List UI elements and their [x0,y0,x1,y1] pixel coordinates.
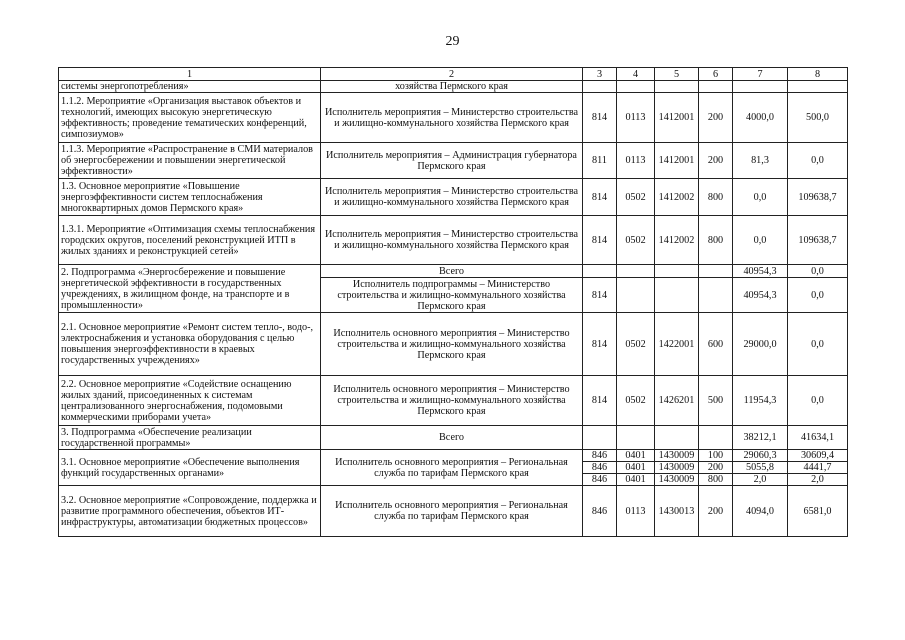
cell-grbs: 846 [583,450,617,462]
table-row [59,216,848,265]
cell-target: 1430009 [655,462,699,474]
cell-expense-type: 200 [699,462,733,474]
cell-grbs: 846 [583,486,617,537]
cell-amount-2: 4441,7 [788,462,848,474]
cell-target: 1430009 [655,450,699,462]
cell-amount-2: 0,0 [788,376,848,426]
cell-amount-1: 29060,3 [733,450,788,462]
cell [699,265,733,278]
cell-amount-2: 0,0 [788,313,848,376]
cell [655,278,699,313]
header-cell: 7 [733,68,788,81]
cell [699,426,733,450]
cell-amount-2: 0,0 [788,278,848,313]
cell-target: 1412001 [655,143,699,179]
cell-expense-type: 800 [699,474,733,486]
cell-target: 1430013 [655,486,699,537]
cell [617,278,655,313]
cell-amount-2: 6581,0 [788,486,848,537]
header-cell: 4 [617,68,655,81]
cell-grbs: 814 [583,93,617,143]
cell-section: 0113 [617,486,655,537]
header-cell: 8 [788,68,848,81]
cell-section: 0401 [617,462,655,474]
cell-amount-1: 40954,3 [733,265,788,278]
cell-amount-2: 109638,7 [788,216,848,265]
cell-amount-1: 81,3 [733,143,788,179]
cell-amount-1: 4000,0 [733,93,788,143]
cell-grbs: 814 [583,278,617,313]
executor: Исполнитель основного мероприятия – Региональная служба по тарифам Пермского края [321,486,583,537]
header-cell: 2 [321,68,583,81]
cell-grbs: 846 [583,474,617,486]
cell [655,81,699,93]
table-row [59,265,848,278]
cell-grbs: 814 [583,179,617,216]
cell [583,265,617,278]
cell-target: 1412002 [655,216,699,265]
subprogram-name: 2. Подпрограмма «Энергосбережение и повышение энергетической эффективности в государственных учреждениях, в жилищном фонде, на транспорте и в промышленности» [59,265,321,313]
cell-amount-1: 29000,0 [733,313,788,376]
activity-name: 3.2. Основное мероприятие «Сопровождение, поддержка и развитие программного обеспечения, объектов ИТ-инфраструктуры, автоматизации бюджетных процессов» [59,486,321,537]
activity-name: 1.3.1. Мероприятие «Оптимизация схемы теплоснабжения городских округов, поселений реконструкцией ИТП в жилых зданиях и реконструкцией сетей» [59,216,321,265]
cell-amount-1: 0,0 [733,179,788,216]
cell-grbs: 811 [583,143,617,179]
activity-name: 2.2. Основное мероприятие «Содействие оснащению жилых зданий, присоединенных к системам централизованного энергоснабжения, подомовыми коммерческими приборами учета» [59,376,321,426]
cell-amount-2: 500,0 [788,93,848,143]
executor: Исполнитель мероприятия – Министерство строительства и жилищно-коммунального хозяйства Пермского края [321,216,583,265]
executor: хозяйства Пермского края [321,81,583,93]
cell-amount-1: 4094,0 [733,486,788,537]
cell-section: 0113 [617,93,655,143]
activity-name: 1.1.3. Мероприятие «Распространение в СМИ материалов об энергосбережении и повышении энергетической эффективности» [59,143,321,179]
cell [617,265,655,278]
cell-amount-2: 2,0 [788,474,848,486]
cell-amount-1: 2,0 [733,474,788,486]
cell-section: 0502 [617,376,655,426]
activity-name: 1.1.2. Мероприятие «Организация выставок объектов и технологий, имеющих высокую энергетическую эффективность; проведение тематических конференций, симпозиумов» [59,93,321,143]
activity-name: 2.1. Основное мероприятие «Ремонт систем тепло-, водо-, электроснабжения и установка оборудования с целью повышения энергоэффективности в краевых государственных учреждениях» [59,313,321,376]
cell-expense-type: 800 [699,216,733,265]
cell-amount-1: 38212,1 [733,426,788,450]
cell-expense-type: 200 [699,143,733,179]
header-cell: 6 [699,68,733,81]
cell-section: 0113 [617,143,655,179]
page-number: 29 [445,34,460,49]
cell-target: 1412002 [655,179,699,216]
executor: Исполнитель основного мероприятия – Региональная служба по тарифам Пермского края [321,450,583,486]
cell [733,81,788,93]
cell-amount-1: 5055,8 [733,462,788,474]
cell [788,81,848,93]
header-cell: 5 [655,68,699,81]
executor: Исполнитель мероприятия – Администрация губернатора Пермского края [321,143,583,179]
cell-target: 1412001 [655,93,699,143]
cell [583,81,617,93]
executor: Исполнитель мероприятия – Министерство строительства и жилищно-коммунального хозяйства Пермского края [321,179,583,216]
table-row [59,486,848,537]
cell-amount-2: 109638,7 [788,179,848,216]
cell [617,81,655,93]
cell-section: 0401 [617,450,655,462]
table-row [59,93,848,143]
header-row [59,68,848,81]
table-row [59,313,848,376]
executor: Исполнитель основного мероприятия – Министерство строительства и жилищно-коммунального хозяйства Пермского края [321,376,583,426]
activity-name: 1.3. Основное мероприятие «Повышение энергоэффективности систем теплоснабжения многоквартирных домов Пермского края» [59,179,321,216]
cell [699,278,733,313]
activity-name: системы энергопотребления» [59,81,321,93]
cell-expense-type: 200 [699,93,733,143]
activity-name: 3.1. Основное мероприятие «Обеспечение выполнения функций государственных органами» [59,450,321,486]
cell-section: 0502 [617,313,655,376]
cell [617,426,655,450]
cell-target: 1426201 [655,376,699,426]
cell-amount-2: 0,0 [788,143,848,179]
cell-grbs: 846 [583,462,617,474]
cell-amount-1: 40954,3 [733,278,788,313]
program-table [58,67,848,537]
header-cell: 3 [583,68,617,81]
cell-expense-type: 500 [699,376,733,426]
cell-expense-type: 600 [699,313,733,376]
cell-grbs: 814 [583,216,617,265]
cell [583,426,617,450]
cell-amount-1: 0,0 [733,216,788,265]
total-label: Всего [321,265,583,278]
executor: Исполнитель мероприятия – Министерство строительства и жилищно-коммунального хозяйства Пермского края [321,93,583,143]
cell [655,426,699,450]
header-cell: 1 [59,68,321,81]
table-row [59,450,848,462]
cell-amount-2: 0,0 [788,265,848,278]
cell-target: 1430009 [655,474,699,486]
cell-amount-2: 41634,1 [788,426,848,450]
total-label: Всего [321,426,583,450]
executor: Исполнитель подпрограммы – Министерство строительства и жилищно-коммунального хозяйства Пермского края [321,278,583,313]
table-row [59,376,848,426]
cell-expense-type: 100 [699,450,733,462]
table-row [59,143,848,179]
cell-expense-type: 800 [699,179,733,216]
cell-section: 0502 [617,179,655,216]
cell-grbs: 814 [583,376,617,426]
cell [699,81,733,93]
cell-target: 1422001 [655,313,699,376]
subprogram-name: 3. Подпрограмма «Обеспечение реализации государственной программы» [59,426,321,450]
cell-grbs: 814 [583,313,617,376]
cell-section: 0401 [617,474,655,486]
cell-amount-1: 11954,3 [733,376,788,426]
cell-amount-2: 30609,4 [788,450,848,462]
cell [655,265,699,278]
table-row [59,179,848,216]
table-row [59,426,848,450]
table-row [59,81,848,93]
executor: Исполнитель основного мероприятия – Министерство строительства и жилищно-коммунального хозяйства Пермского края [321,313,583,376]
cell-expense-type: 200 [699,486,733,537]
cell-section: 0502 [617,216,655,265]
